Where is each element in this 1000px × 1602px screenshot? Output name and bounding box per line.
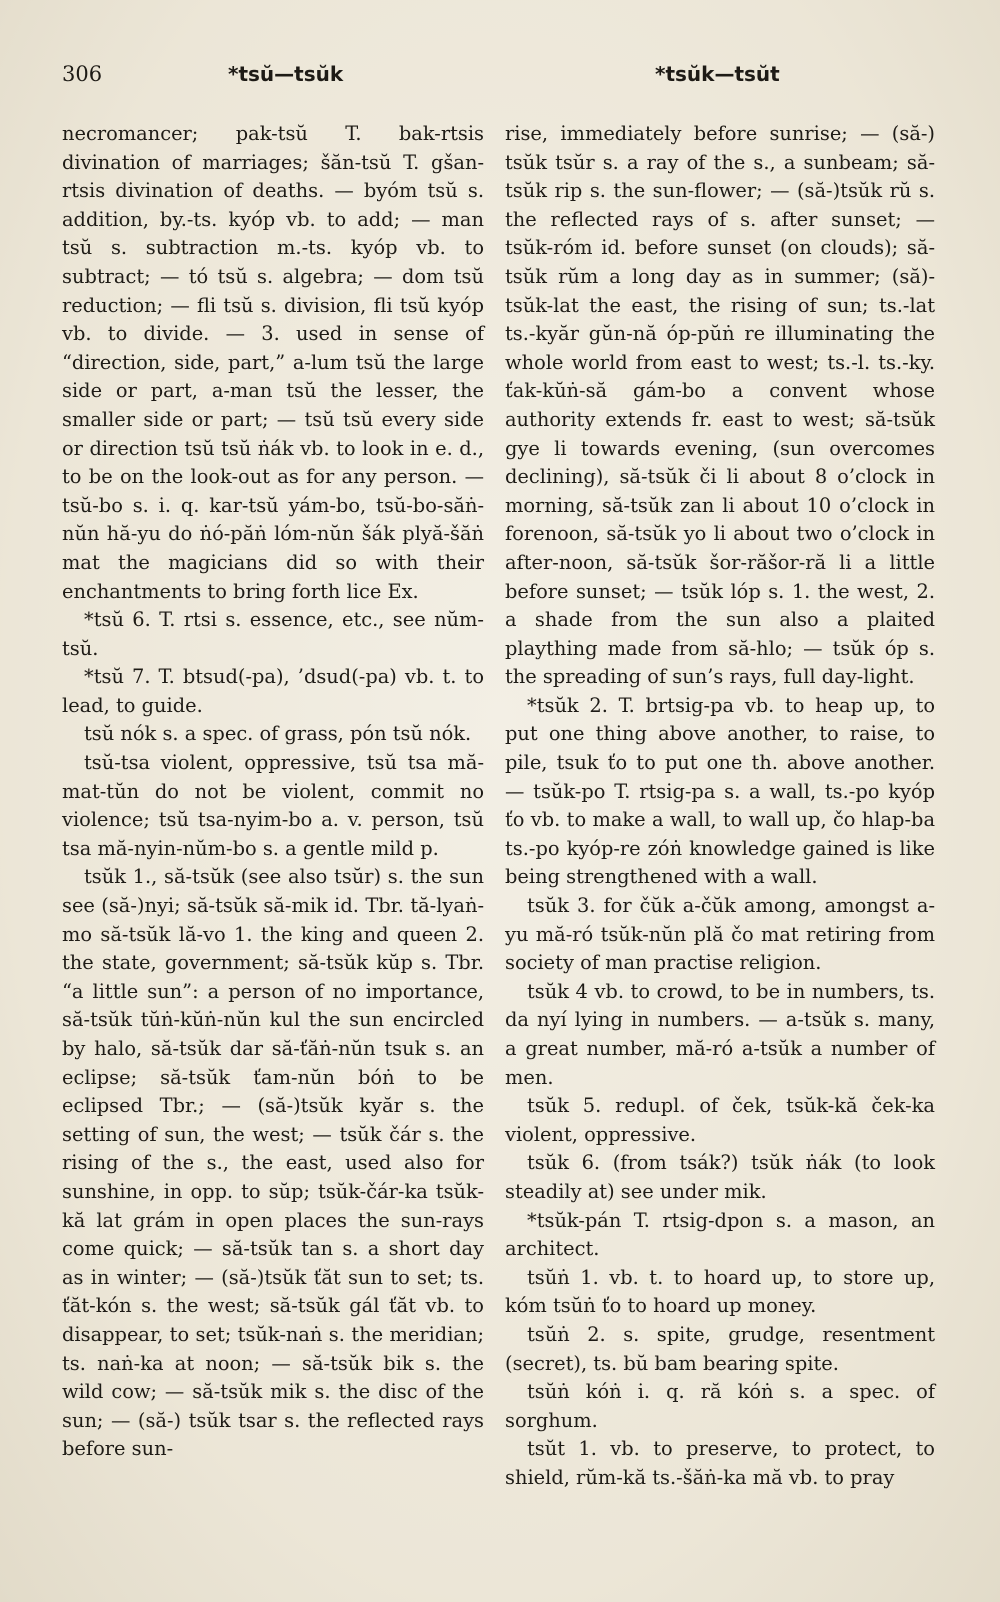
entry-paragraph: tsŭṅ kóṅ i. q. ră kóṅ s. a spec. of sorghum. xyxy=(505,1380,935,1432)
entry-paragraph: tsŭk 3. for čŭk a-čŭk among, amongst a-yu mă-ró tsŭk-nŭn plă čo mat retiring from society of man practise religion. xyxy=(505,894,935,975)
left-running-head: *tsŭ—tsŭk xyxy=(228,62,344,86)
entry-paragraph: tsŭk 6. (from tsák?) tsŭk ṅák (to look steadily at) see under mik. xyxy=(505,1151,935,1203)
page-number: 306 xyxy=(62,62,103,86)
right-column xyxy=(505,120,935,1493)
entry-paragraph: tsŭṅ 2. s. spite, grudge, resentment (secret), ts. bŭ bam bearing spite. xyxy=(505,1322,935,1375)
entry-paragraph: rise, immediately before sunrise; — (să-) tsŭk tsŭr s. a ray of the s., a sunbeam; să-tsŭk rip s. the sun-flower; — (să-)tsŭk rŭ s. the reflected rays of s. after sunset; — tsŭk-róm id. before sunset (on clouds); să-tsŭk rŭm a long day as in summer; (să)-tsŭk-lat the east, the rising of sun; ts.-lat ts.-kyăr gŭn-nă óp-pŭṅ re illuminating the whole world from east to west; ts.-l. ts.-ky. ťak-kŭṅ-să gám-bo a convent whose authority extends fr. east to west; să-tsŭk gye li towards evening, (sun overcomes declining), să-tsŭk či li about 8 o’clock in morning, să-tsŭk zan li about 10 o’clock in forenoon, să-tsŭk yo li about two o’clock in after-noon, să-tsŭk šor-răšor-ră li a little before sunset; — tsŭk lóp s. 1. the west, 2. a shade from the sun also a plaited plaything made from să-hlo; — tsŭk óp s. the spreading of sun’s rays, full day-light. xyxy=(505,122,935,689)
entry-paragraph: necromancer; pak-tsŭ T. bak-rtsis divination of marriages; šăn-tsŭ T. gšan-rtsis divination of deaths. — byóm tsŭ s. addition, by.-ts. kyóp vb. to add; — man tsŭ s. subtraction m.-ts. kyóp vb. to subtract; — tó tsŭ s. algebra; — dom tsŭ reduction; — fli tsŭ s. division, fli tsŭ kyóp vb. to divide. — 3. used in sense of “direction, side, part,” a-lum tsŭ the large side or part, a-man tsŭ the lesser, the smaller side or part; — tsŭ tsŭ every side or direction tsŭ tsŭ ṅák vb. to look in e. d., to be on the look-out as for any person. — tsŭ-bo s. i. q. kar-tsŭ yám-bo, tsŭ-bo-săṅ-nŭn hă-yu do ṅó-păṅ lóm-nŭn šák plyă-šăṅ mat the magicians did so with their enchantments to bring forth lice Ex. xyxy=(62,122,484,603)
entry-paragraph: *tsŭ 6. T. rtsi s. essence, etc., see nŭm-tsŭ. xyxy=(62,608,484,660)
entry-paragraph: tsŭ nók s. a spec. of grass, pón tsŭ nók. xyxy=(84,722,472,746)
entry-paragraph: tsŭt 1. vb. to preserve, to protect, to shield, rŭm-kă ts.-šăṅ-ka mă vb. to pray xyxy=(505,1437,935,1489)
right-running-head: *tsŭk—tsŭt xyxy=(655,62,780,86)
entry-paragraph: *tsŭ 7. T. btsud(-pa), ’dsud(-pa) vb. t. to lead, to guide. xyxy=(62,665,484,717)
entry-paragraph: *tsŭk-pán T. rtsig-dpon s. a mason, an architect. xyxy=(505,1208,935,1261)
entry-paragraph: *tsŭk 2. T. brtsig-pa vb. to heap up, to put one thing above another, to raise, to pile, tsuk ťo to put one th. above another. — tsŭk-po T. rtsig-pa s. a wall, ts.-po kyóp ťo vb. to make a wall, to wall up, čo hlap-ba ts.-po kyóp-re zóṅ knowledge gained is like being strengthened with a wall. xyxy=(505,693,935,889)
entry-paragraph: tsŭk 4 vb. to crowd, to be in numbers, ts. da nyí lying in numbers. — a-tsŭk s. many, a great number, mă-ró a-tsŭk a number of men. xyxy=(505,979,935,1089)
entry-paragraph: tsŭk 1., să-tsŭk (see also tsŭr) s. the sun see (să-)nyi; să-tsŭk să-mik id. Tbr. tă-lyaṅ-mo să-tsŭk lă-vo 1. the king and queen 2. the state, government; să-tsŭk kŭp s. Tbr. “a little sun”: a person of no importance, să-tsŭk tŭṅ-kŭṅ-nŭn kul the sun encircled by halo, să-tsŭk dar să-ťăṅ-nŭn tsuk s. an eclipse; să-tsŭk ťam-nŭn bóṅ to be eclipsed Tbr.; — (să-)tsŭk kyăr s. the setting of sun, the west; — tsŭk čár s. the rising of the s., the east, used also for sunshine, in opp. to sŭp; tsŭk-čár-ka tsŭk-kă lat grám in open places the sun-rays come quick; — să-tsŭk tan s. a short day as in winter; — (să-)tsŭk ťăt sun to set; ts. ťăt-kón s. the west; să-tsŭk gál ťăt vb. to disappear, to set; tsŭk-naṅ s. the meridian; ts. naṅ-ka at noon; — să-tsŭk bik s. the wild cow; — să-tsŭk mik s. the disc of the sun; — (să-) tsŭk tsar s. the reflected rays before sun- xyxy=(62,865,484,1461)
entry-paragraph: tsŭ-tsa violent, oppressive, tsŭ tsa mă-mat-tŭn do not be violent, commit no violence; tsŭ tsa-nyim-bo a. v. person, tsŭ tsa mă-nyin-nŭm-bo s. a gentle mild p. xyxy=(62,751,484,860)
entry-paragraph: tsŭk 5. redupl. of ček, tsŭk-kă ček-ka violent, oppressive. xyxy=(505,1094,935,1146)
entry-paragraph: tsŭṅ 1. vb. t. to hoard up, to store up, kóm tsŭṅ ťo to hoard up money. xyxy=(505,1265,935,1318)
left-column xyxy=(62,120,484,1464)
